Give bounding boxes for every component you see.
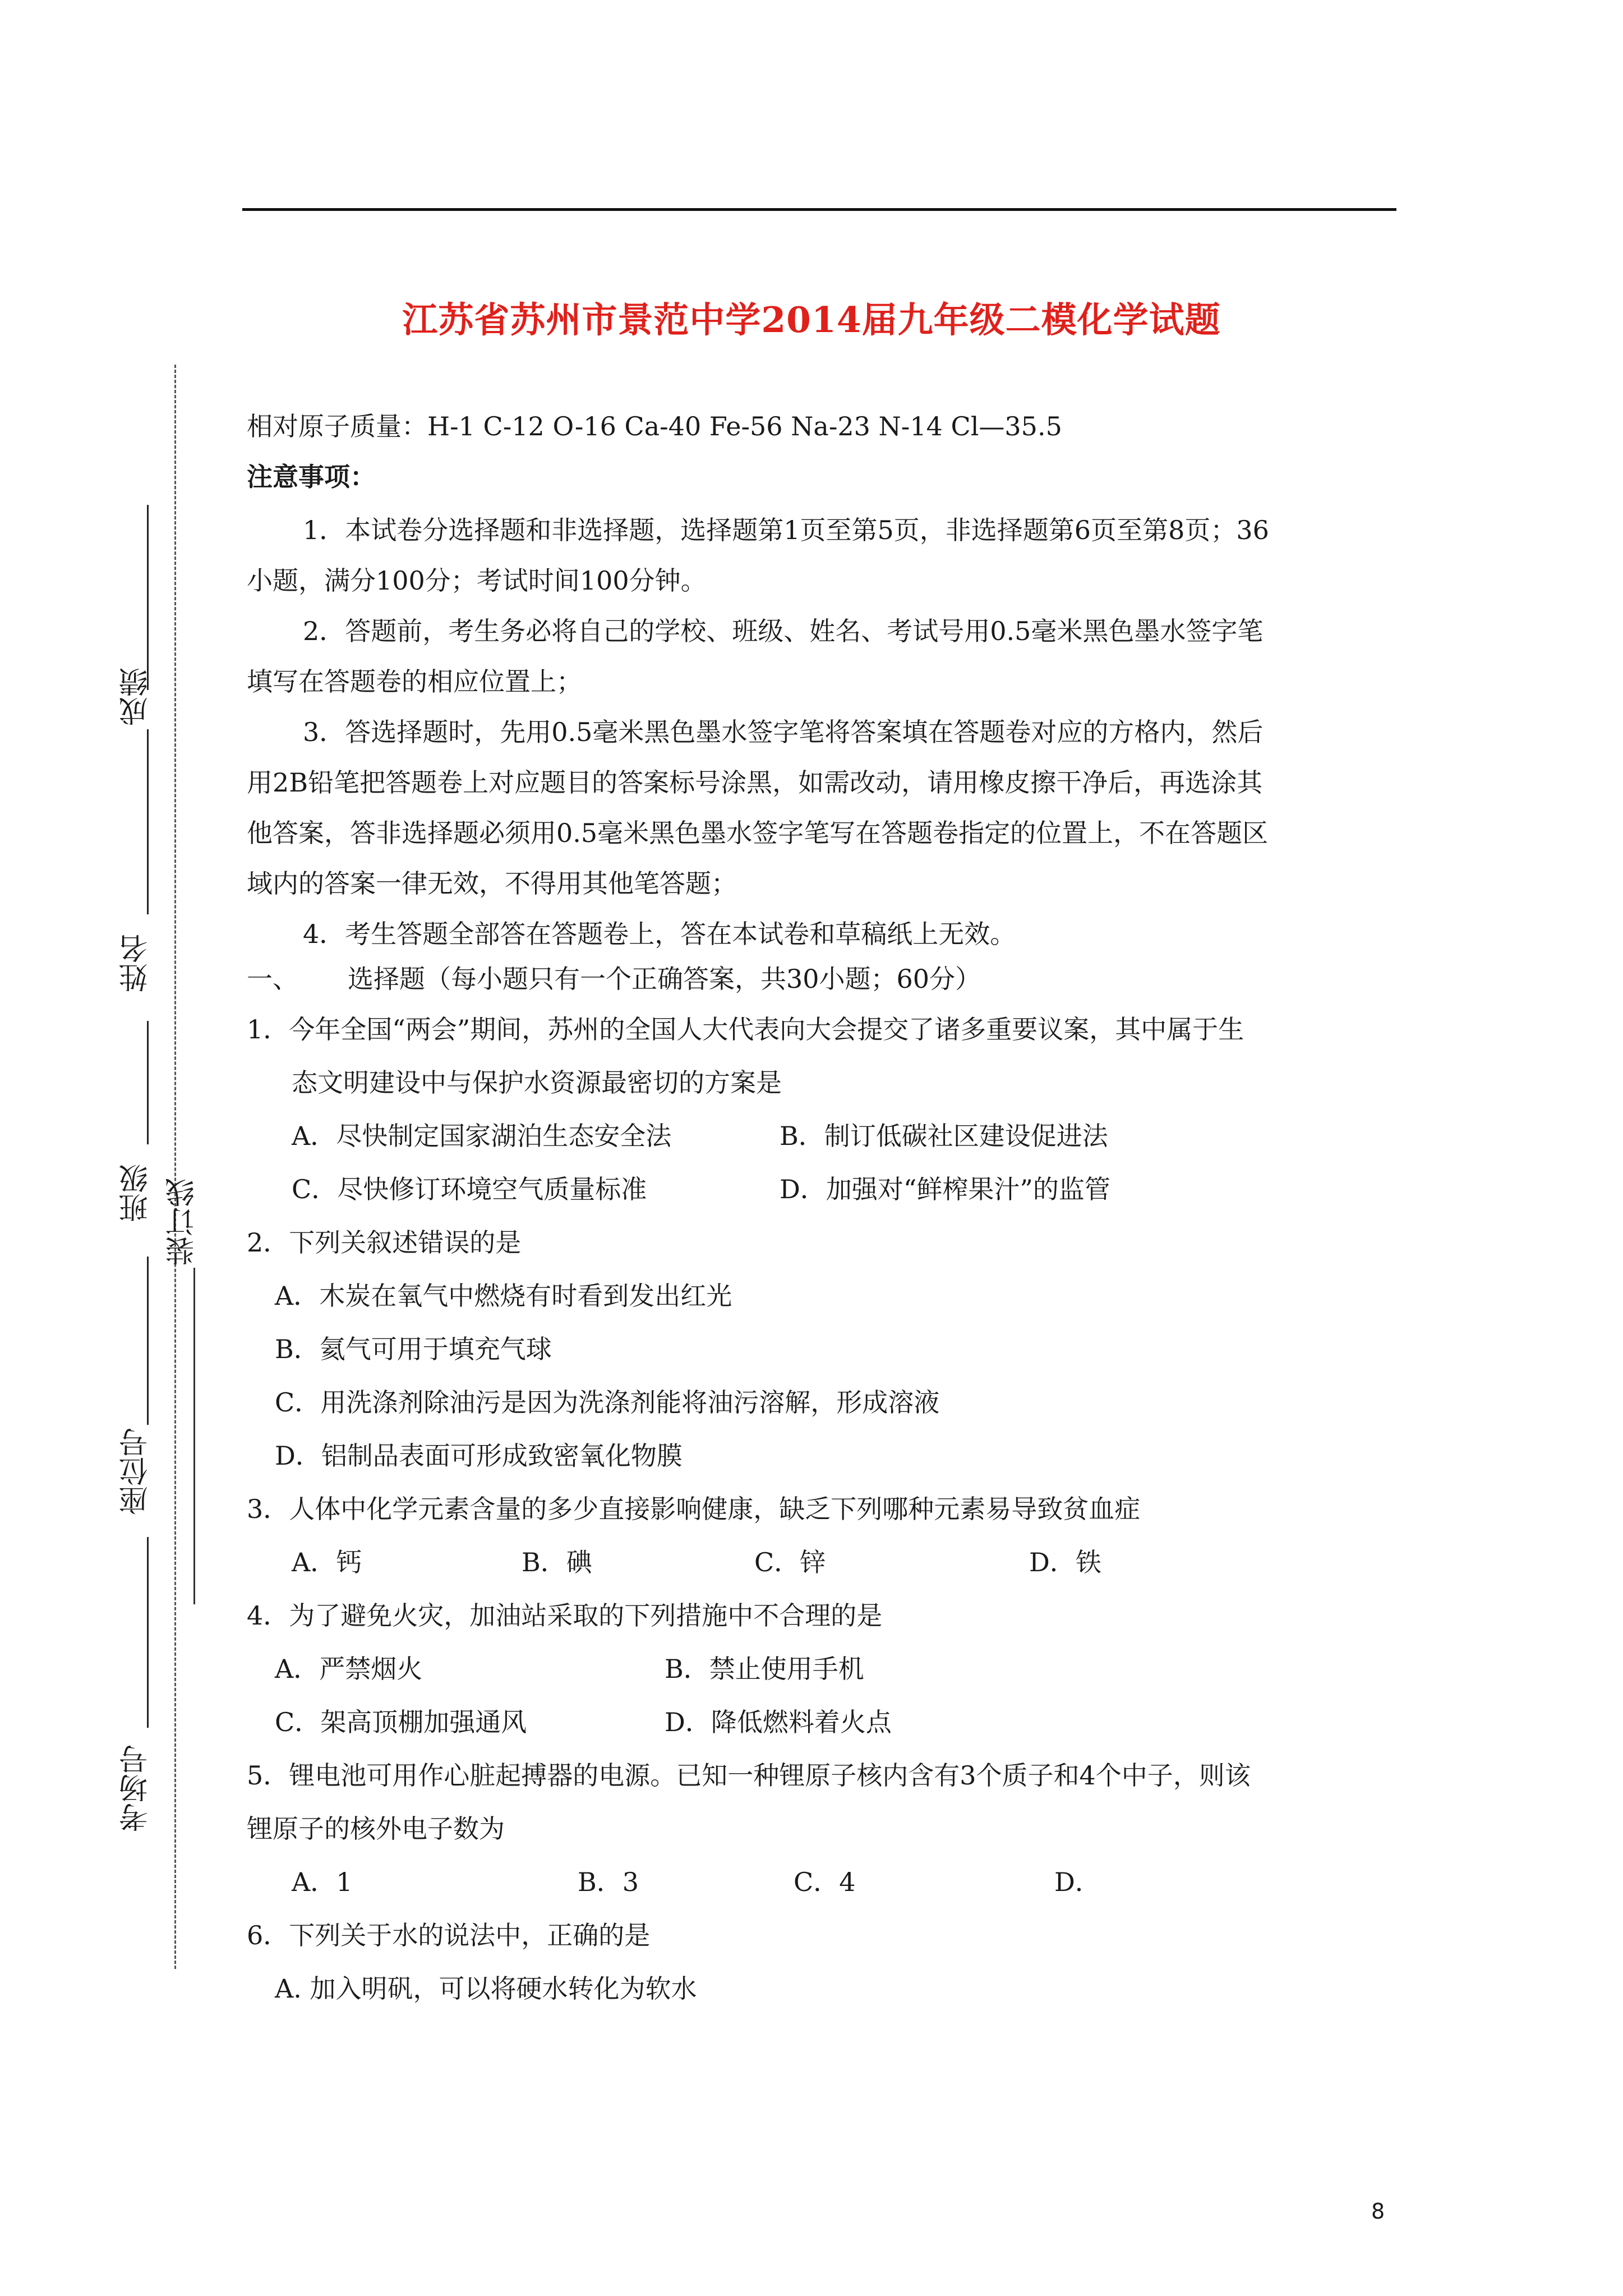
q1-option-c: C．尽快修订环境空气质量标准 [292,1174,647,1204]
room-blank-line [147,1537,149,1728]
seat-blank-line [147,1257,149,1425]
notice-line: 小题，满分100分；考试时间100分钟。 [247,565,707,596]
q2-option-b: B．氦气可用于填充气球 [275,1334,552,1364]
binding-line-label: 装订线 [166,1178,200,1266]
question-3: 3．人体中化学元素含量的多少直接影响健康，缺乏下列哪种元素易导致贫血症 [247,1494,1141,1524]
question-2: 2．下列关叙述错误的是 [247,1227,522,1258]
q6-option-a: A. 加入明矾，可以将硬水转化为软水 [275,1973,697,2004]
notice-line: 用2B铅笔把答题卷上对应题目的答案标号涂黑，如需改动，请用橡皮擦干净后，再选涂其 [247,767,1263,798]
q1-option-d: D．加强对“鲜榨果汁”的监管 [780,1174,1110,1204]
name-blank-line [147,729,149,914]
q4-option-b: B．禁止使用手机 [665,1654,864,1684]
q1-option-a: A．尽快制定国家湖泊生态安全法 [292,1121,672,1151]
notice-line: 填写在答题卷的相应位置上； [247,666,582,697]
q5-option-a: A．1 [292,1867,353,1897]
q4-option-d: D．降低燃料着火点 [665,1707,892,1737]
header-rule [242,208,1396,211]
notice-line: 3．答选择题时，先用0.5毫米黑色墨水签字笔将答案填在答题卷对应的方格内，然后 [303,717,1264,747]
question-6: 6．下列关于水的说法中，正确的是 [247,1920,651,1950]
page-number: 8 [1371,2199,1385,2224]
q4-option-a: A．严禁烟火 [275,1654,423,1684]
question-1-cont: 态文明建设中与保护水资源最密切的方案是 [292,1068,782,1098]
q2-option-d: D．铝制品表面可形成致密氧化物膜 [275,1441,683,1471]
score-blank-line [147,505,149,690]
notice-line: 他答案，答非选择题必须用0.5毫米黑色墨水签字笔写在答题卷指定的位置上，不在答题区 [247,818,1269,848]
q3-option-c: C．锌 [754,1547,826,1577]
notice-heading: 注意事项： [247,462,376,492]
name-label: 姓名 [119,934,153,992]
binding-dashed-line [174,365,176,1969]
notice-line: 4．考生答题全部答在答题卷上，答在本试卷和草稿纸上无效。 [303,919,1016,949]
q3-option-d: D．铁 [1029,1547,1101,1577]
q5-option-b: B．3 [578,1867,639,1897]
question-5-cont: 锂原子的核外电子数为 [247,1814,505,1844]
question-4: 4．为了避免火灾，加油站采取的下列措施中不合理的是 [247,1600,883,1631]
seat-label: 座位号 [119,1428,153,1515]
q3-option-a: A．钙 [292,1547,362,1577]
q2-option-c: C．用洗涤剂除油污是因为洗涤剂能将油污溶解，形成溶液 [275,1387,940,1418]
section-heading: 选择题（每小题只有一个正确答案，共30小题；60分） [348,964,981,994]
notice-line: 域内的答案一律无效，不得用其他笔答题； [247,868,737,899]
q2-option-a: A．木炭在氧气中燃烧有时看到发出红光 [275,1281,732,1311]
binding-solid-line [193,1268,195,1604]
score-label: 成绩 [119,668,153,726]
atomic-masses: 相对原子质量：H-1 C-12 O-16 Ca-40 Fe-56 Na-23 N-14 Cl—35.5 [247,411,1062,441]
section-number: 一、 [247,964,298,994]
class-label: 班级 [119,1164,153,1222]
q1-option-b: B．制订低碳社区建设促进法 [780,1121,1108,1151]
q5-option-d: D． [1054,1867,1101,1897]
q5-option-c: C．4 [794,1867,856,1897]
class-blank-line [147,1021,149,1144]
notice-line: 1．本试卷分选择题和非选择题，选择题第1页至第5页，非选择题第6页至第8页；36 [303,515,1269,545]
room-label: 考场号 [119,1745,153,1832]
question-1: 1．今年全国“两会”期间，苏州的全国人大代表向大会提交了诸多重要议案，其中属于生 [247,1014,1244,1045]
page-title: 江苏省苏州市景范中学2014届九年级二模化学试题 [402,299,1221,341]
question-5: 5．锂电池可用作心脏起搏器的电源。已知一种锂原子核内含有3个质子和4个中子，则该 [247,1760,1251,1791]
q3-option-b: B．碘 [522,1547,592,1577]
notice-line: 2．答题前，考生务必将自己的学校、班级、姓名、考试号用0.5毫米黑色墨水签字笔 [303,616,1264,646]
q4-option-c: C．架高顶棚加强通风 [275,1707,527,1737]
